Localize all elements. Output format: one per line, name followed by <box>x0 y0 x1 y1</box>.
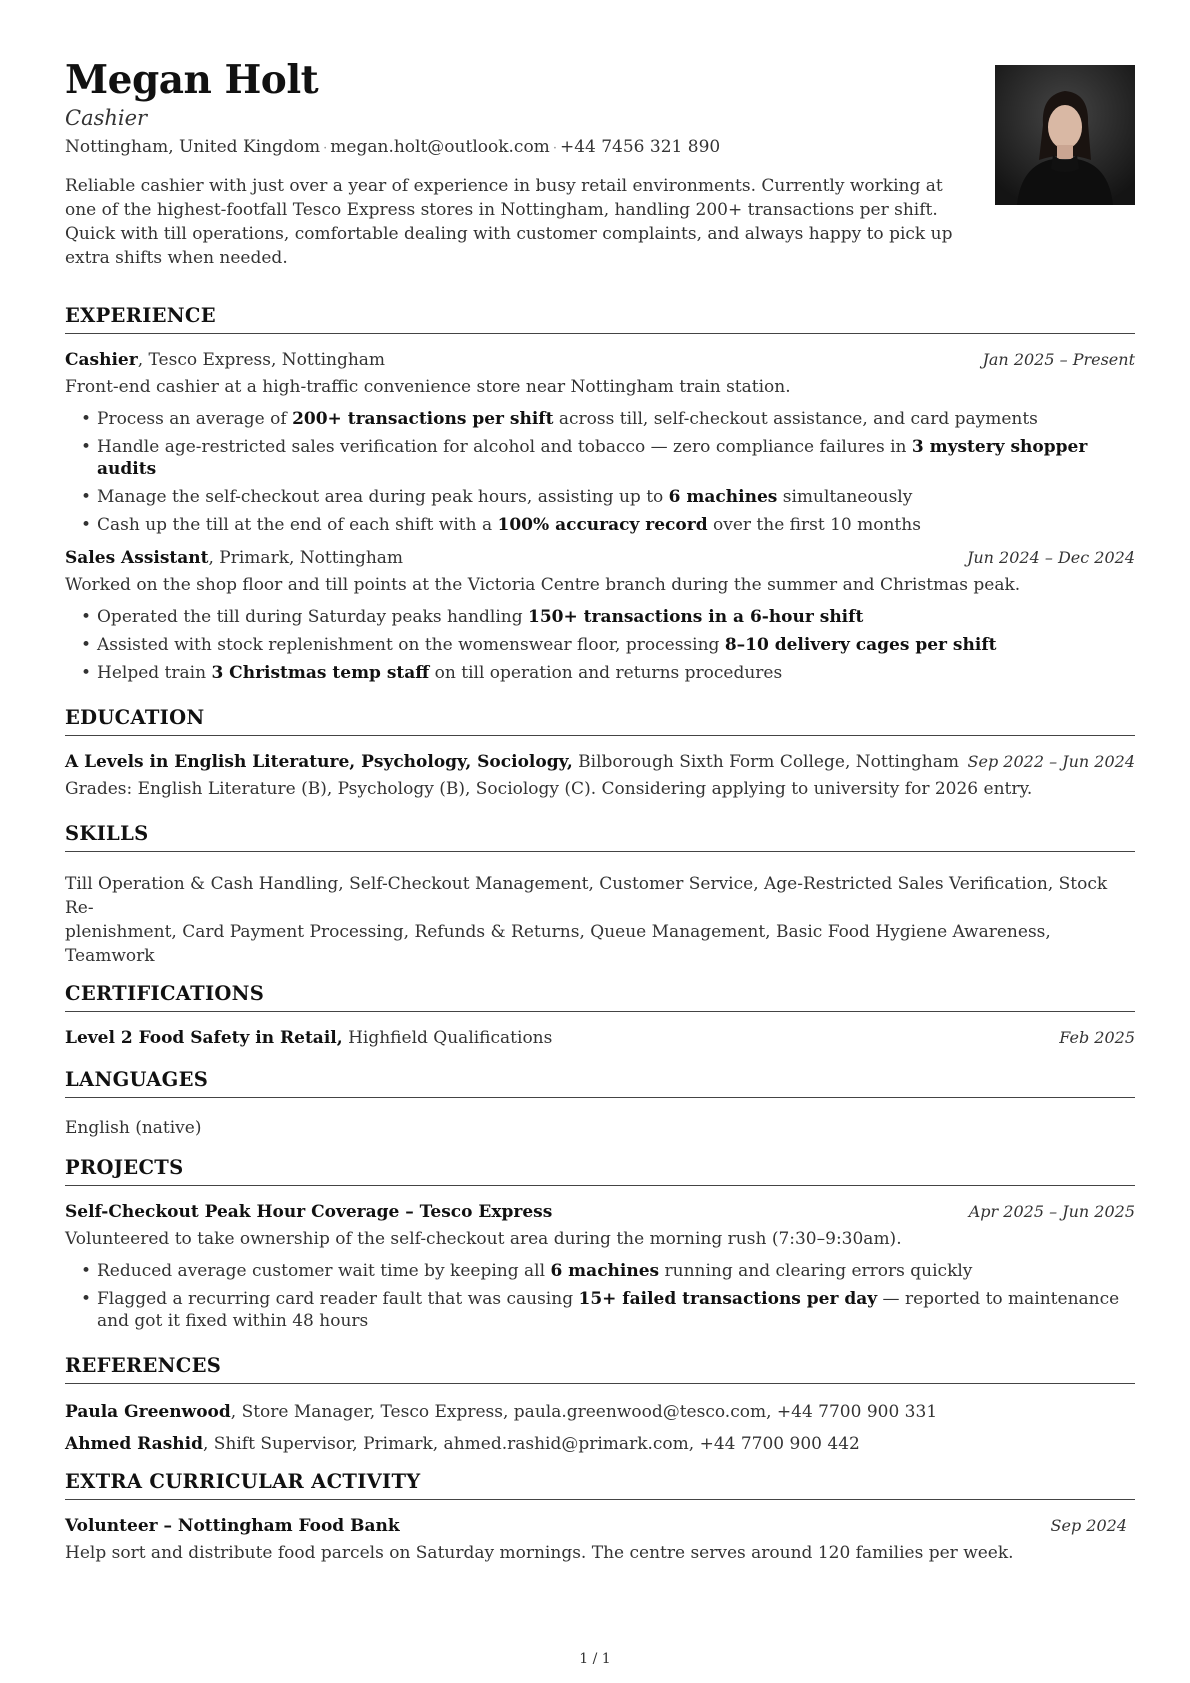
bullet-item: • Operated the till during Saturday peaks handling 150+ transactions in a 6-hour shift <box>97 606 1135 628</box>
bullet-item: • Assisted with stock replenishment on the womenswear floor, processing 8–10 delivery cages per shift <box>97 634 1135 656</box>
reference-details: , Store Manager, Tesco Express, paula.greenwood@tesco.com, +44 7700 900 331 <box>230 1401 938 1422</box>
portrait-image <box>995 65 1135 205</box>
section-title-experience: EXPERIENCE <box>65 304 1135 334</box>
education-entry <box>65 752 1135 800</box>
activity-entry <box>65 1516 1135 1564</box>
bullet-item: • Helped train 3 Christmas temp staff on till operation and returns procedures <box>97 662 1135 684</box>
contact-separator: · <box>323 141 328 157</box>
entry-header <box>65 752 1135 772</box>
entry-header <box>65 548 1135 568</box>
job-description: Front-end cashier at a high-traffic convenience store near Nottingham train station. <box>65 376 791 397</box>
location-text: Nottingham, United Kingdom <box>65 137 321 158</box>
profile-photo <box>995 65 1135 205</box>
bullet-item: • Reduced average customer wait time by keeping all 6 machines running and clearing errors quickly <box>97 1260 1135 1282</box>
project-title: Self-Checkout Peak Hour Coverage – Tesco Express <box>65 1201 553 1222</box>
certification-date: Feb 2025 <box>1059 1027 1135 1047</box>
section-title-education: EDUCATION <box>65 706 1135 736</box>
contact-line <box>65 136 1135 160</box>
phone-text: +44 7456 321 890 <box>559 137 721 158</box>
reference-details: , Shift Supervisor, Primark, ahmed.rashid@primark.com, +44 7700 900 442 <box>202 1433 860 1454</box>
resume-page <box>65 58 1135 1564</box>
job-title: Sales Assistant <box>65 547 209 568</box>
bullet-item: • Flagged a recurring card reader fault that was causing 15+ failed transactions per day — reported to maintenance and got it fixed within 48 hours <box>97 1288 1135 1332</box>
job-date: Jan 2025 – Present <box>982 349 1135 369</box>
job-org: , Primark, Nottingham <box>208 547 404 568</box>
activity-title: Volunteer – Nottingham Food Bank <box>65 1515 400 1536</box>
skills-line: plenishment, Card Payment Processing, Refunds & Returns, Queue Management, Basic Food Hygiene Awareness, Teamwork <box>65 921 1051 966</box>
reference-name: Ahmed Rashid <box>65 1433 203 1454</box>
job-date: Jun 2024 – Dec 2024 <box>966 547 1135 567</box>
section-title-references: REFERENCES <box>65 1354 1135 1384</box>
activity-description: Help sort and distribute food parcels on Saturday mornings. The centre serves around 120 families per week. <box>65 1542 1014 1563</box>
experience-entry <box>65 350 1135 536</box>
project-bullets <box>65 1260 1135 1332</box>
activity-date: Sep 2024 <box>1050 1515 1127 1535</box>
job-org: , Tesco Express, Nottingham <box>137 349 386 370</box>
entry-header <box>65 1202 1135 1222</box>
candidate-name: Megan Holt <box>65 57 319 103</box>
email-link[interactable]: megan.holt@outlook.com <box>330 137 550 158</box>
education-date: Sep 2022 – Jun 2024 <box>967 751 1135 771</box>
skills-line: Till Operation & Cash Handling, Self-Checkout Management, Customer Service, Age-Restricted Sales Verification, Stock Re- <box>65 873 1108 918</box>
section-title-extra-curricular: EXTRA CURRICULAR ACTIVITY <box>65 1470 1135 1500</box>
degree-title: A Levels in English Literature, Psychology, Sociology, <box>65 751 573 772</box>
contact-separator: · <box>552 141 557 157</box>
bullet-item: • Handle age-restricted sales verification for alcohol and tobacco — zero compliance failures in 3 mystery shopper audits <box>97 436 1135 480</box>
section-title-languages: LANGUAGES <box>65 1068 1135 1098</box>
education-description: Grades: English Literature (B), Psychology (B), Sociology (C). Considering applying to university for 2026 entry. <box>65 778 1033 799</box>
job-bullets <box>65 408 1135 536</box>
reference-entry <box>65 1434 1135 1454</box>
section-title-skills: SKILLS <box>65 822 1135 852</box>
section-title-projects: PROJECTS <box>65 1156 1135 1186</box>
certification-title: Level 2 Food Safety in Retail, <box>65 1027 343 1048</box>
certification-issuer: Highfield Qualifications <box>342 1027 553 1048</box>
job-bullets <box>65 606 1135 684</box>
section-title-certifications: CERTIFICATIONS <box>65 982 1135 1012</box>
project-date: Apr 2025 – Jun 2025 <box>968 1201 1135 1221</box>
entry-header <box>65 350 1135 370</box>
reference-entry <box>65 1402 1135 1422</box>
bullet-item: • Process an average of 200+ transactions per shift across till, self-checkout assistance, and card payments <box>97 408 1135 430</box>
profile-summary: Reliable cashier with just over a year of experience in busy retail environments. Currently working at one of the highest-footfall Tesco Express stores in Nottingham, handling 200+ transactions per shift. Quick with till operations, comfortable dealing with customer complaints, and always happy to pick up extra shifts when needed. <box>65 175 953 268</box>
languages-list: English (native) <box>65 1117 202 1138</box>
experience-entry <box>65 548 1135 684</box>
certification-entry <box>65 1028 1135 1048</box>
entry-header <box>65 1516 1135 1536</box>
reference-name: Paula Greenwood <box>65 1401 231 1422</box>
skills-list <box>65 872 1135 968</box>
candidate-role: Cashier <box>65 105 148 130</box>
page-number: 1 / 1 <box>579 1651 611 1667</box>
job-title: Cashier <box>65 349 138 370</box>
project-entry <box>65 1202 1135 1332</box>
bullet-item: • Cash up the till at the end of each shift with a 100% accuracy record over the first 10 months <box>97 514 1135 536</box>
school-name: Bilborough Sixth Form College, Nottingham <box>572 751 959 772</box>
project-description: Volunteered to take ownership of the self-checkout area during the morning rush (7:30–9:30am). <box>65 1228 902 1249</box>
bullet-item: • Manage the self-checkout area during peak hours, assisting up to 6 machines simultaneously <box>97 486 1135 508</box>
job-description: Worked on the shop floor and till points at the Victoria Centre branch during the summer and Christmas peak. <box>65 574 1021 595</box>
